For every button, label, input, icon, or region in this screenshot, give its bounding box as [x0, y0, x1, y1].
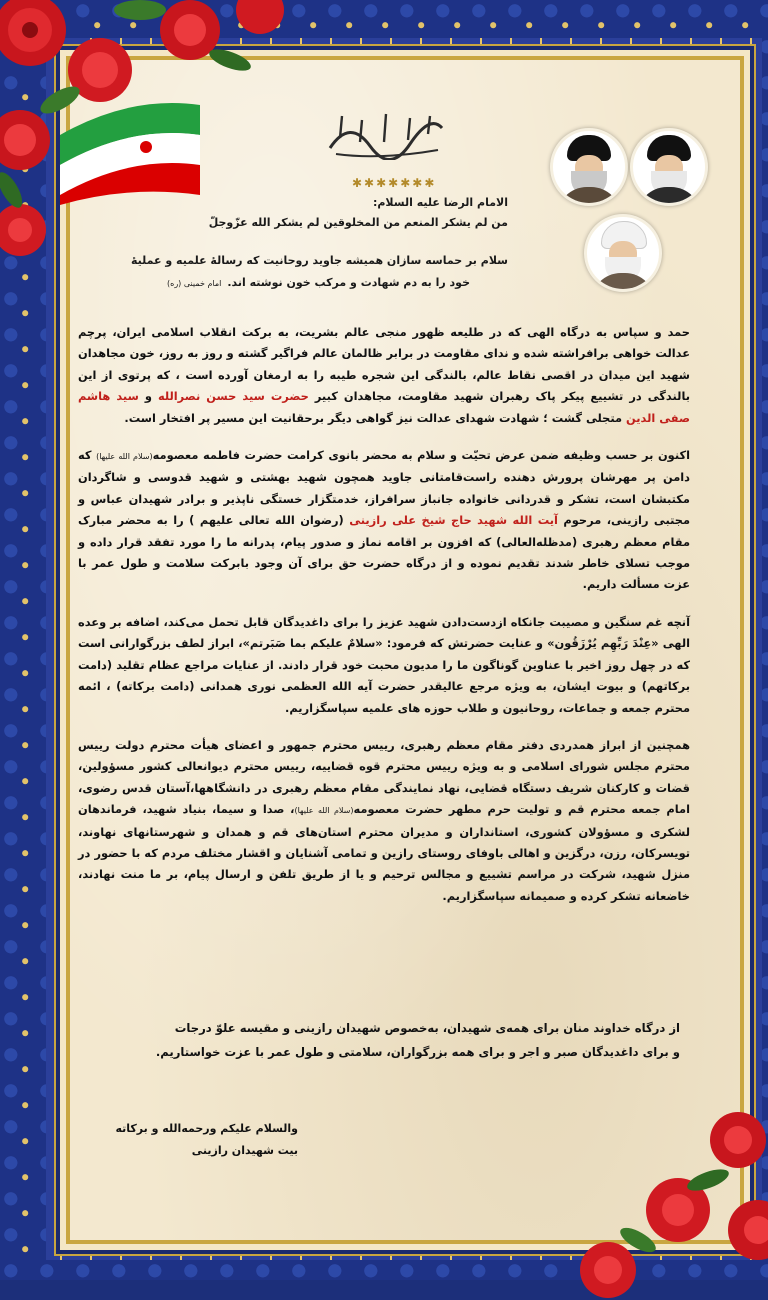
p2-text-b: که دامن پر مهرشان پرورش دهنده راست‌قامتانی جاوید همچون شهید بهشتی و شهید قدوسی و شاگردان مکتبشان است، تشکر و قدردانی خانواده جانباز سرافراز، خدمتگزار خستگی ناپذیر و برادر شهیدان عباس و مجتبی رازینی، مرحوم — [78, 448, 691, 528]
paragraph-1 — [78, 322, 690, 429]
bismillah-calligraphy-image — [320, 108, 450, 160]
slogan-attribution: امام خمینی (ره) — [167, 279, 222, 288]
slogan-line-2-wrap — [167, 276, 470, 289]
paragraph-4 — [78, 735, 690, 907]
signature-family-name: بیت شهیدان رازینی — [191, 1144, 298, 1157]
p4-note: (سلام الله علیها) — [294, 806, 354, 816]
p4-text-b: ، صدا و سیما، بنیاد شهید، فرماندهان لشکری و مسؤولان کشوری، استانداران و مدیران محترم استان‌های قم و همدان و شهرستانهای نهاوند، تویسرکان، رزن، درگزین و اهالی باوفای روستای رازین و تمامی آشنایان و اقشار مختلف مردم که با حضور در منزل شهید، شرکت در مراسم تشییع و مجالس ترحیم و یا از طریق تلفن و ارسال پیام، بر ما منت نهادند، خاضعانه تشکر کرده و صمیمانه سپاسگزاریم. — [78, 802, 690, 903]
paragraph-3: آنچه غم سنگین و مصیبت جانکاه ازدست‌دادن شهید عزیز را برای داغدیدگان قابل تحمل می‌کند، اضافه بر وعده الهی «عِنْدَ رَبِّهِم یُرْزَقُون» و عنایت حضرتش که فرمود: «سلامٌ علیکم بما صَبَرتم»، ابراز لطف بزرگوارانی است که در چهل روز اخیر با عناوین گوناگون ما را مدیون محبت خود قرار دادند. از عنایات مراجع عظام تقلید (دامت برکاتهم) و بیوت ایشان، به ویژه مرجع عالیقدر حضرت آیه الله العظمی نوری همدانی (دامت برکاته) ، ائمه محترم جمعه و جماعات، روحانیون و طلاب حوزه های علمیه سپاسگزاریم. — [78, 614, 690, 715]
letter-body — [78, 322, 690, 923]
bismillah-hidden: بسم الله الرحمن الرحیم — [385, 138, 396, 139]
closing-line-2: و برای داغدیدگان صبر و اجر و برای همه بزرگواران، سلامتی و طول عمر با عزت خواستاریم. — [155, 1045, 680, 1059]
quote-source: الامام الرضا علیه السلام: — [372, 196, 508, 209]
p2-text-a: اکنون بر حسب وظیفه ضمن عرض تحیّت و سلام به محضر بانوی کرامت حضرت فاطمه معصومه — [152, 448, 690, 463]
quote-text: من لم یشکر المنعم من المخلوقین لم یشکر الله عزّوجلّ — [208, 216, 508, 229]
p1-conjunction: و — [144, 389, 152, 404]
p2-highlight-razini: آیت الله شهید حاج شیخ علی رازینی — [349, 513, 558, 528]
slogan-line-2: خود را به دم شهادت و مرکب خون نوشته اند. — [227, 276, 470, 289]
signature-block — [115, 1118, 298, 1162]
p1-text-b: متجلی گشت ؛ شهادت شهدای عدالت نیز گواهی دیگر برحقانیت این مسیر پر افتخار است. — [124, 410, 623, 425]
closing-line-1: از درگاه خداوند منان برای همه‌ی شهیدان، بەخصوص شهیدان رازینی و مقیسه علوّ درجات — [174, 1021, 680, 1035]
portrait-founder — [630, 128, 708, 206]
p1-highlight-nasrallah: حضرت سید حسن نصرالله — [157, 389, 309, 404]
p1-text-a: حمد و سپاس به درگاه الهی که در طلیعه ظهور منجی عالم بشریت، به برکت انقلاب اسلامی ایران، پرچم عدالت خواهی برافراشته شده و ندای مقاومت در برابر ظالمان عالم فراگیر گشته و روز به روز، خون مجاهدان شهید این میدان در اقصی نقاط عالم، بالندگی این شجره طیبه را به ارمغان آورده است ، که پرتوی از این بالندگی در تشییع پیکر پاک رهبران شهید مقاومت، مجاهدان کبیر — [78, 325, 690, 404]
p2-note: (سلام الله علیها) — [96, 452, 153, 462]
iran-flag-image — [60, 95, 200, 205]
portrait-martyr — [584, 214, 662, 292]
signature-salutation: والسلام علیکم ورحمه‌الله و برکاته — [115, 1122, 298, 1135]
paragraph-2 — [78, 445, 690, 596]
flowers-bottom-right-image — [508, 1080, 768, 1300]
slogan-line-1: سلام بر حماسه سازان همیشه جاوید روحانیت که رسالۀ علمیه و عملیۀ — [131, 254, 508, 267]
star-ornaments: ✱✱✱✱✱✱✱ — [352, 176, 437, 190]
p2-text-c: (رضوان الله تعالی علیهم ) را به محضر مبارک مقام معظم رهبری (مدظله‌العالی) که افزون بر اقامه نماز و صدور پیام، پدرانه ما را مورد تفقد قرار داده و موجب تسلای خاطر شدند تقدیم نموده و از درگاه حضرت حق برای آن وجود بابرکت سلامت و طول عمر با عزت مسألت داریم. — [78, 513, 690, 592]
p1-highlight-safieddine: سید هاشم صفی الدین — [78, 389, 690, 425]
portrait-leader — [550, 128, 628, 206]
p4-text-a: همچنین از ابراز همدردی دفتر مقام معظم رهبری، رییس محترم جمهور و اعضای هیأت محترم دولت رییس محترم مجلس شورای اسلامی و به ویژه رییس محترم قوه قضاییه، رییس محترم دیوانعالی کشور مسؤولین، قضات و کارکنان شریف دستگاه قضایی، نهاد نمایندگی مقام معظم رهبری در دانشگاهها،آستان قدس رضوی، امام جمعه محترم قم و تولیت حرم مطهر حضرت معصومه — [78, 737, 690, 817]
closing-prayer — [120, 1016, 680, 1064]
